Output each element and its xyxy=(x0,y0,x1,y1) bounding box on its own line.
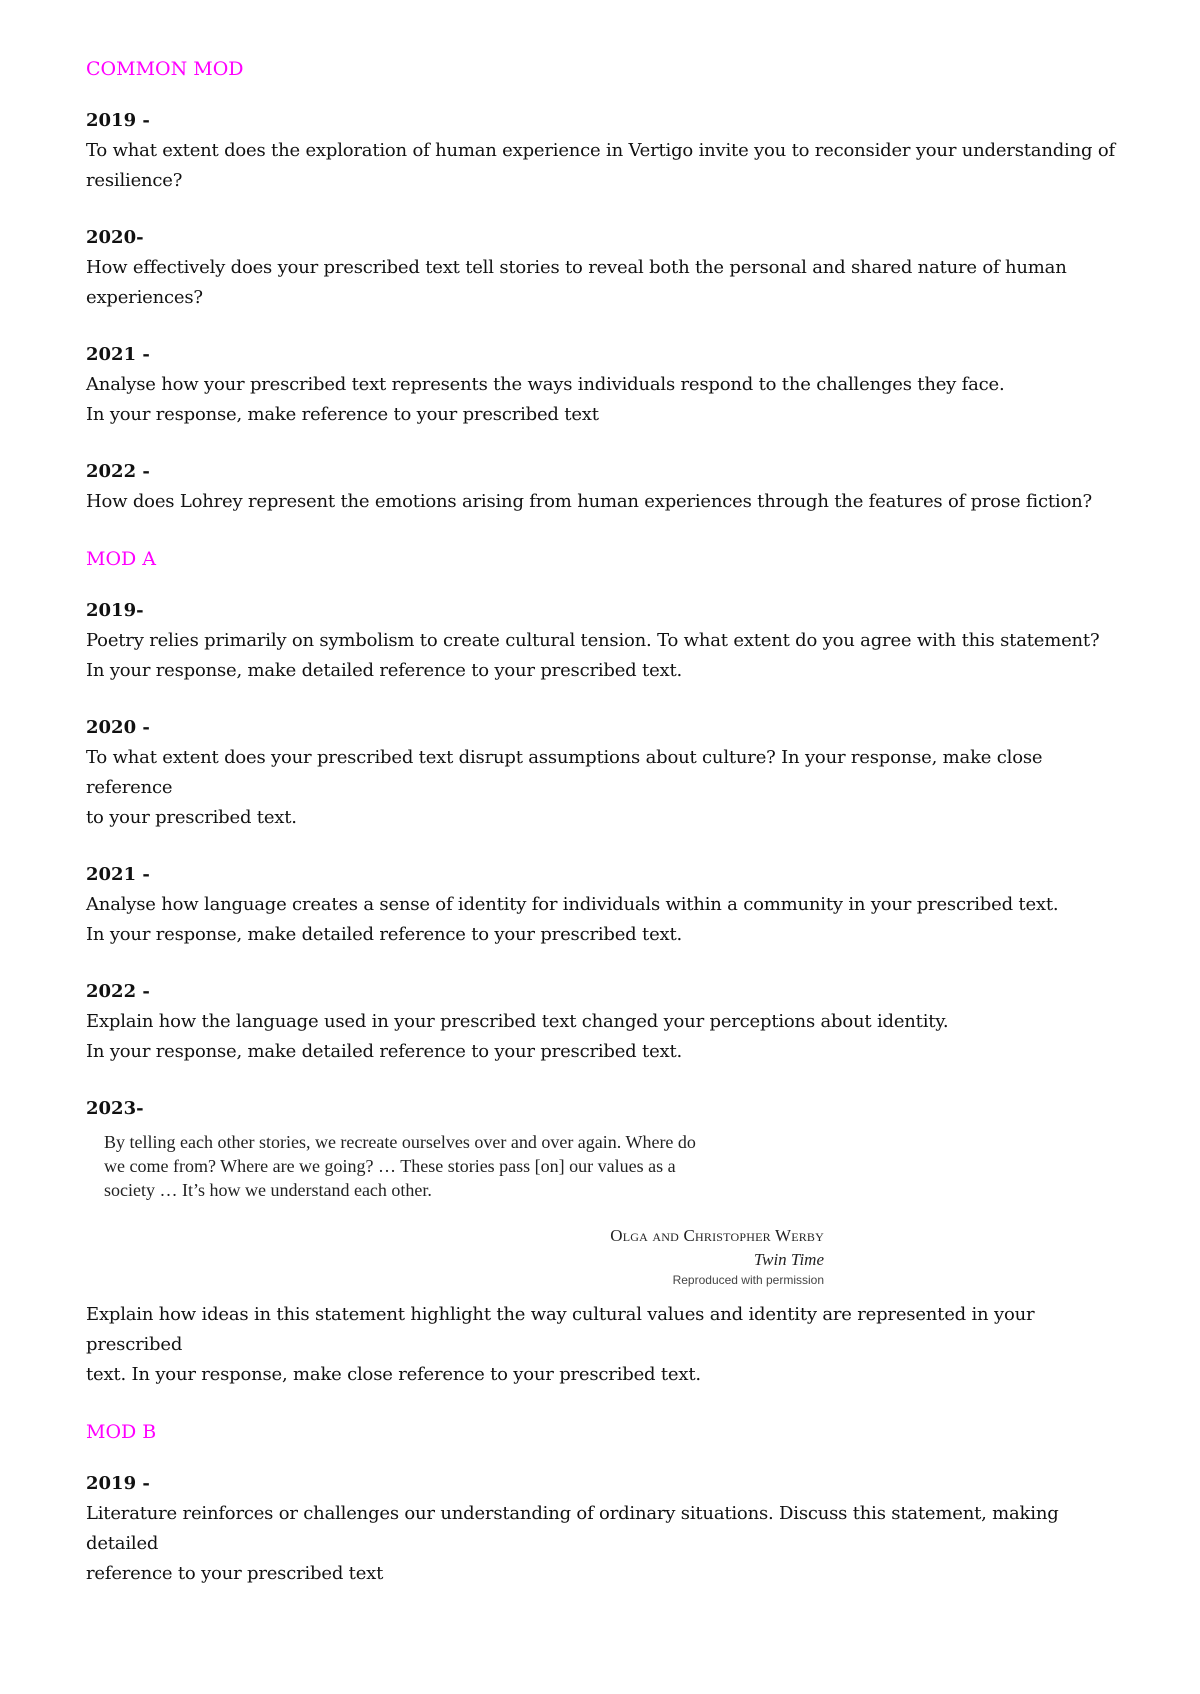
question-year: 2022 - xyxy=(86,981,150,1002)
question-year: 2019 - xyxy=(86,110,150,131)
question-year: 2021 - xyxy=(86,864,150,885)
question-item xyxy=(86,106,1126,196)
section-mod-b xyxy=(86,1417,1126,1589)
question-line: Explain how ideas in this statement highlight the way cultural values and identity are represented in your prescribed xyxy=(86,1304,1035,1355)
question-text xyxy=(86,370,1126,430)
question-item xyxy=(86,340,1126,430)
question-year: 2019 - xyxy=(86,1473,150,1494)
quote-attribution xyxy=(104,1224,824,1288)
question-year: 2020 - xyxy=(86,717,150,738)
question-line: reference to your prescribed text xyxy=(86,1563,384,1584)
question-line: Explain how the language used in your prescribed text changed your perceptions about identity. xyxy=(86,1011,949,1032)
section-heading-mod-a: MOD A xyxy=(86,548,157,570)
question-line: How does Lohrey represent the emotions arising from human experiences through the features of prose fiction? xyxy=(86,491,1092,512)
question-item xyxy=(86,977,1126,1067)
question-text xyxy=(86,1499,1126,1589)
question-item xyxy=(86,1469,1126,1589)
question-line: In your response, make reference to your prescribed text xyxy=(86,404,599,425)
question-text xyxy=(86,487,1126,517)
question-text xyxy=(86,743,1126,833)
question-year: 2021 - xyxy=(86,344,150,365)
section-heading-common-mod: COMMON MOD xyxy=(86,58,244,80)
section-mod-a xyxy=(86,544,1126,1390)
question-line: to your prescribed text. xyxy=(86,807,297,828)
question-text xyxy=(86,1300,1126,1390)
quote-line: we come from? Where are we going? … These stories pass [on] our values as a xyxy=(104,1156,676,1176)
question-text xyxy=(86,626,1126,686)
stimulus-quote xyxy=(104,1130,824,1288)
question-line: To what extent does the exploration of human experience in Vertigo invite you to reconsider your understanding of xyxy=(86,140,1115,161)
question-year: 2022 - xyxy=(86,461,150,482)
quote-line: By telling each other stories, we recreate ourselves over and over again. Where do xyxy=(104,1132,696,1152)
attribution-title: Twin Time xyxy=(753,1250,824,1269)
question-line: In your response, make detailed reference to your prescribed text. xyxy=(86,924,683,945)
question-line: How effectively does your prescribed text tell stories to reveal both the personal and shared nature of human xyxy=(86,257,1067,278)
question-item xyxy=(86,713,1126,833)
question-item xyxy=(86,596,1126,686)
question-year: 2019- xyxy=(86,600,144,621)
question-year: 2023- xyxy=(86,1098,144,1119)
section-common-mod xyxy=(86,54,1126,517)
quote-text xyxy=(104,1130,824,1202)
question-text xyxy=(86,136,1126,196)
section-heading-mod-b: MOD B xyxy=(86,1421,157,1443)
question-line: Poetry relies primarily on symbolism to create cultural tension. To what extent do you agree with this statement? xyxy=(86,630,1100,651)
question-text xyxy=(86,890,1126,950)
question-item xyxy=(86,457,1126,517)
question-item-2023 xyxy=(86,1094,1126,1390)
quote-line: society … It’s how we understand each other. xyxy=(104,1180,432,1200)
question-line: resilience? xyxy=(86,170,183,191)
attribution-permission: Reproduced with permission xyxy=(672,1273,824,1287)
attribution-author: Olga and Christopher Werby xyxy=(610,1226,824,1245)
question-line: In your response, make detailed reference to your prescribed text. xyxy=(86,660,683,681)
question-item xyxy=(86,223,1126,313)
question-item xyxy=(86,860,1126,950)
question-line: Analyse how language creates a sense of identity for individuals within a community in your prescribed text. xyxy=(86,894,1059,915)
question-year: 2020- xyxy=(86,227,144,248)
question-line: text. In your response, make close reference to your prescribed text. xyxy=(86,1364,701,1385)
question-line: To what extent does your prescribed text disrupt assumptions about culture? In your response, make close reference xyxy=(86,747,1043,798)
question-text xyxy=(86,253,1126,313)
question-line: Analyse how your prescribed text represents the ways individuals respond to the challenges they face. xyxy=(86,374,1005,395)
question-line: In your response, make detailed reference to your prescribed text. xyxy=(86,1041,683,1062)
document-page xyxy=(86,54,1126,1616)
question-line: experiences? xyxy=(86,287,203,308)
question-text xyxy=(86,1007,1126,1067)
question-line: Literature reinforces or challenges our understanding of ordinary situations. Discuss this statement, making detailed xyxy=(86,1503,1059,1554)
